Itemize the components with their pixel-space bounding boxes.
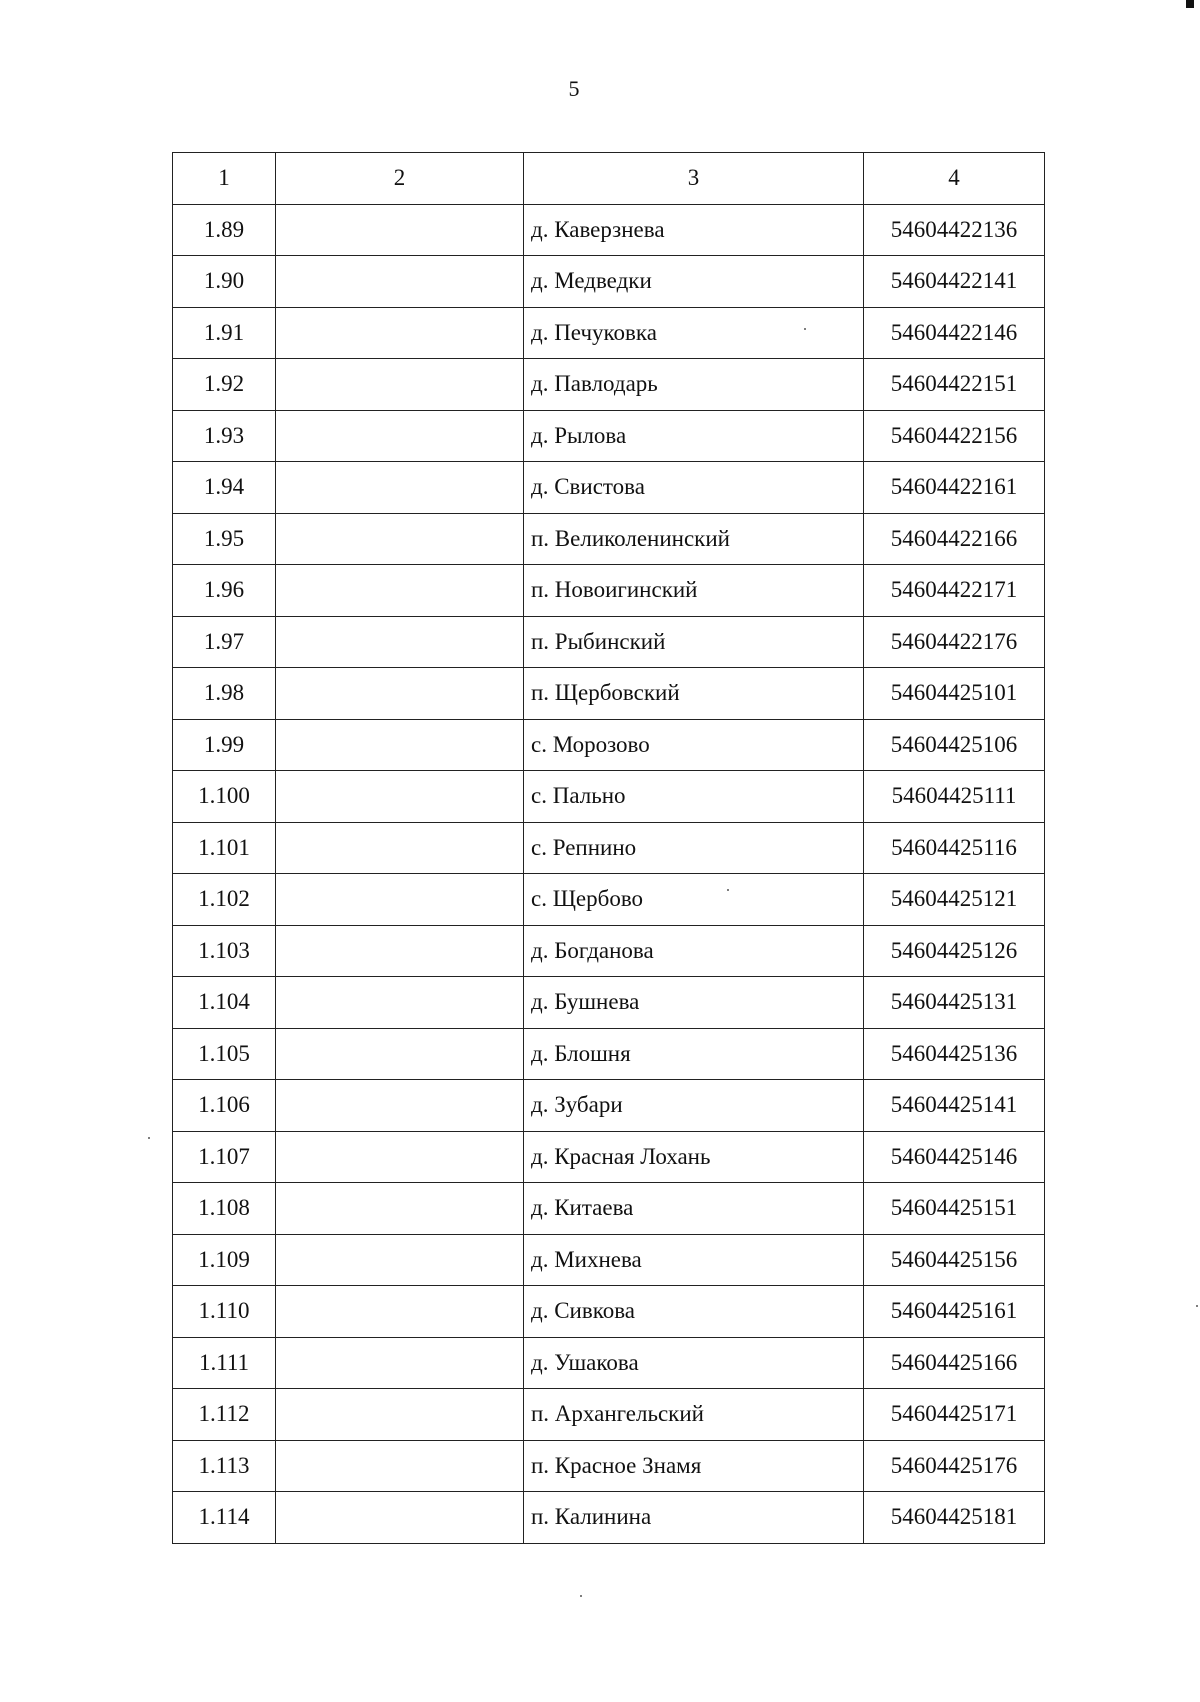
scan-speck bbox=[727, 889, 729, 891]
row-number-cell: 1.95 bbox=[173, 513, 276, 565]
settlement-name-cell: с. Морозово bbox=[524, 719, 864, 771]
table-row bbox=[173, 1286, 1045, 1338]
settlement-code-cell: 54604425151 bbox=[864, 1183, 1045, 1235]
table-row bbox=[173, 1183, 1045, 1235]
settlement-code-cell: 54604425111 bbox=[864, 771, 1045, 823]
settlement-name-cell: д. Зубари bbox=[524, 1080, 864, 1132]
settlement-code-cell: 54604425176 bbox=[864, 1440, 1045, 1492]
row-col2-cell bbox=[276, 874, 524, 926]
settlement-code-cell: 54604425171 bbox=[864, 1389, 1045, 1441]
row-number-cell: 1.111 bbox=[173, 1337, 276, 1389]
table-row bbox=[173, 410, 1045, 462]
settlement-code-cell: 54604425126 bbox=[864, 925, 1045, 977]
row-col2-cell bbox=[276, 977, 524, 1029]
settlement-name-cell: с. Пально bbox=[524, 771, 864, 823]
settlement-name-cell: д. Красная Лохань bbox=[524, 1131, 864, 1183]
settlement-name-cell: п. Архангельский bbox=[524, 1389, 864, 1441]
settlement-name-cell: п. Калинина bbox=[524, 1492, 864, 1544]
row-col2-cell bbox=[276, 771, 524, 823]
settlements-table bbox=[172, 152, 1045, 1544]
settlement-name-cell: д. Каверзнева bbox=[524, 204, 864, 256]
settlement-code-cell: 54604425166 bbox=[864, 1337, 1045, 1389]
settlement-name-cell: д. Михнева bbox=[524, 1234, 864, 1286]
table-row bbox=[173, 874, 1045, 926]
row-number-cell: 1.98 bbox=[173, 668, 276, 720]
table-row bbox=[173, 616, 1045, 668]
row-col2-cell bbox=[276, 462, 524, 514]
row-col2-cell bbox=[276, 616, 524, 668]
settlement-code-cell: 54604422156 bbox=[864, 410, 1045, 462]
row-number-cell: 1.105 bbox=[173, 1028, 276, 1080]
settlement-name-cell: п. Красное Знамя bbox=[524, 1440, 864, 1492]
row-col2-cell bbox=[276, 1337, 524, 1389]
row-number-cell: 1.96 bbox=[173, 565, 276, 617]
header-col-2: 2 bbox=[276, 153, 524, 205]
scan-speck bbox=[804, 328, 806, 330]
table-body bbox=[173, 204, 1045, 1543]
table-row bbox=[173, 462, 1045, 514]
table-row bbox=[173, 668, 1045, 720]
settlement-code-cell: 54604425141 bbox=[864, 1080, 1045, 1132]
settlement-code-cell: 54604425136 bbox=[864, 1028, 1045, 1080]
settlement-code-cell: 54604425121 bbox=[864, 874, 1045, 926]
row-col2-cell bbox=[276, 1080, 524, 1132]
table-row bbox=[173, 771, 1045, 823]
table-row bbox=[173, 1389, 1045, 1441]
settlement-code-cell: 54604425106 bbox=[864, 719, 1045, 771]
table-row bbox=[173, 1080, 1045, 1132]
row-number-cell: 1.106 bbox=[173, 1080, 276, 1132]
settlement-name-cell: с. Репнино bbox=[524, 822, 864, 874]
table-row bbox=[173, 1131, 1045, 1183]
row-number-cell: 1.90 bbox=[173, 256, 276, 308]
settlement-code-cell: 54604425161 bbox=[864, 1286, 1045, 1338]
table-row bbox=[173, 822, 1045, 874]
settlement-code-cell: 54604422166 bbox=[864, 513, 1045, 565]
table-row bbox=[173, 256, 1045, 308]
scan-corner-mark bbox=[1186, 0, 1194, 8]
header-col-3: 3 bbox=[524, 153, 864, 205]
table-row bbox=[173, 204, 1045, 256]
row-col2-cell bbox=[276, 719, 524, 771]
settlement-code-cell: 54604425181 bbox=[864, 1492, 1045, 1544]
scan-speck bbox=[1196, 1305, 1198, 1307]
settlement-code-cell: 54604422136 bbox=[864, 204, 1045, 256]
settlement-name-cell: с. Щербово bbox=[524, 874, 864, 926]
row-number-cell: 1.109 bbox=[173, 1234, 276, 1286]
row-col2-cell bbox=[276, 1028, 524, 1080]
row-number-cell: 1.113 bbox=[173, 1440, 276, 1492]
row-col2-cell bbox=[276, 1286, 524, 1338]
page-number: 5 bbox=[568, 76, 580, 101]
row-col2-cell bbox=[276, 565, 524, 617]
header-col-1: 1 bbox=[173, 153, 276, 205]
settlement-name-cell: д. Свистова bbox=[524, 462, 864, 514]
row-number-cell: 1.99 bbox=[173, 719, 276, 771]
row-number-cell: 1.91 bbox=[173, 307, 276, 359]
row-number-cell: 1.97 bbox=[173, 616, 276, 668]
settlement-code-cell: 54604425156 bbox=[864, 1234, 1045, 1286]
row-number-cell: 1.92 bbox=[173, 359, 276, 411]
row-number-cell: 1.100 bbox=[173, 771, 276, 823]
row-col2-cell bbox=[276, 307, 524, 359]
row-number-cell: 1.89 bbox=[173, 204, 276, 256]
row-number-cell: 1.112 bbox=[173, 1389, 276, 1441]
row-col2-cell bbox=[276, 204, 524, 256]
table-row bbox=[173, 1028, 1045, 1080]
settlement-name-cell: п. Великоленинский bbox=[524, 513, 864, 565]
settlement-name-cell: д. Бушнева bbox=[524, 977, 864, 1029]
row-col2-cell bbox=[276, 1234, 524, 1286]
settlement-code-cell: 54604422161 bbox=[864, 462, 1045, 514]
settlement-code-cell: 54604422176 bbox=[864, 616, 1045, 668]
settlement-name-cell: п. Щербовский bbox=[524, 668, 864, 720]
row-col2-cell bbox=[276, 1183, 524, 1235]
row-col2-cell bbox=[276, 822, 524, 874]
table-row bbox=[173, 977, 1045, 1029]
table-row bbox=[173, 1492, 1045, 1544]
table-row bbox=[173, 1440, 1045, 1492]
row-number-cell: 1.110 bbox=[173, 1286, 276, 1338]
row-col2-cell bbox=[276, 359, 524, 411]
table-header-row bbox=[173, 153, 1045, 205]
scan-speck bbox=[148, 1137, 150, 1139]
settlement-name-cell: д. Медведки bbox=[524, 256, 864, 308]
table-row bbox=[173, 1337, 1045, 1389]
settlement-code-cell: 54604425116 bbox=[864, 822, 1045, 874]
settlement-name-cell: д. Богданова bbox=[524, 925, 864, 977]
row-col2-cell bbox=[276, 1492, 524, 1544]
table-header bbox=[173, 153, 1045, 205]
settlement-name-cell: д. Печуковка bbox=[524, 307, 864, 359]
settlement-name-cell: д. Сивкова bbox=[524, 1286, 864, 1338]
row-number-cell: 1.108 bbox=[173, 1183, 276, 1235]
table-row bbox=[173, 307, 1045, 359]
settlement-code-cell: 54604425146 bbox=[864, 1131, 1045, 1183]
row-col2-cell bbox=[276, 1389, 524, 1441]
settlement-code-cell: 54604422141 bbox=[864, 256, 1045, 308]
table-row bbox=[173, 513, 1045, 565]
settlement-name-cell: д. Рылова bbox=[524, 410, 864, 462]
settlement-name-cell: д. Блошня bbox=[524, 1028, 864, 1080]
row-col2-cell bbox=[276, 1131, 524, 1183]
row-number-cell: 1.114 bbox=[173, 1492, 276, 1544]
settlement-code-cell: 54604425131 bbox=[864, 977, 1045, 1029]
settlement-code-cell: 54604422151 bbox=[864, 359, 1045, 411]
table-row bbox=[173, 565, 1045, 617]
row-col2-cell bbox=[276, 668, 524, 720]
scan-speck bbox=[580, 1595, 582, 1597]
settlement-name-cell: д. Китаева bbox=[524, 1183, 864, 1235]
row-col2-cell bbox=[276, 410, 524, 462]
row-col2-cell bbox=[276, 513, 524, 565]
settlement-name-cell: д. Павлодарь bbox=[524, 359, 864, 411]
settlement-name-cell: п. Рыбинский bbox=[524, 616, 864, 668]
settlement-code-cell: 54604422171 bbox=[864, 565, 1045, 617]
row-col2-cell bbox=[276, 1440, 524, 1492]
row-number-cell: 1.107 bbox=[173, 1131, 276, 1183]
table-row bbox=[173, 1234, 1045, 1286]
row-col2-cell bbox=[276, 925, 524, 977]
row-number-cell: 1.93 bbox=[173, 410, 276, 462]
table-row bbox=[173, 719, 1045, 771]
settlement-code-cell: 54604422146 bbox=[864, 307, 1045, 359]
row-number-cell: 1.102 bbox=[173, 874, 276, 926]
settlement-code-cell: 54604425101 bbox=[864, 668, 1045, 720]
row-col2-cell bbox=[276, 256, 524, 308]
row-number-cell: 1.94 bbox=[173, 462, 276, 514]
row-number-cell: 1.103 bbox=[173, 925, 276, 977]
settlement-name-cell: п. Новоигинский bbox=[524, 565, 864, 617]
table-row bbox=[173, 359, 1045, 411]
header-col-4: 4 bbox=[864, 153, 1045, 205]
row-number-cell: 1.101 bbox=[173, 822, 276, 874]
settlement-name-cell: д. Ушакова bbox=[524, 1337, 864, 1389]
row-number-cell: 1.104 bbox=[173, 977, 276, 1029]
table-row bbox=[173, 925, 1045, 977]
